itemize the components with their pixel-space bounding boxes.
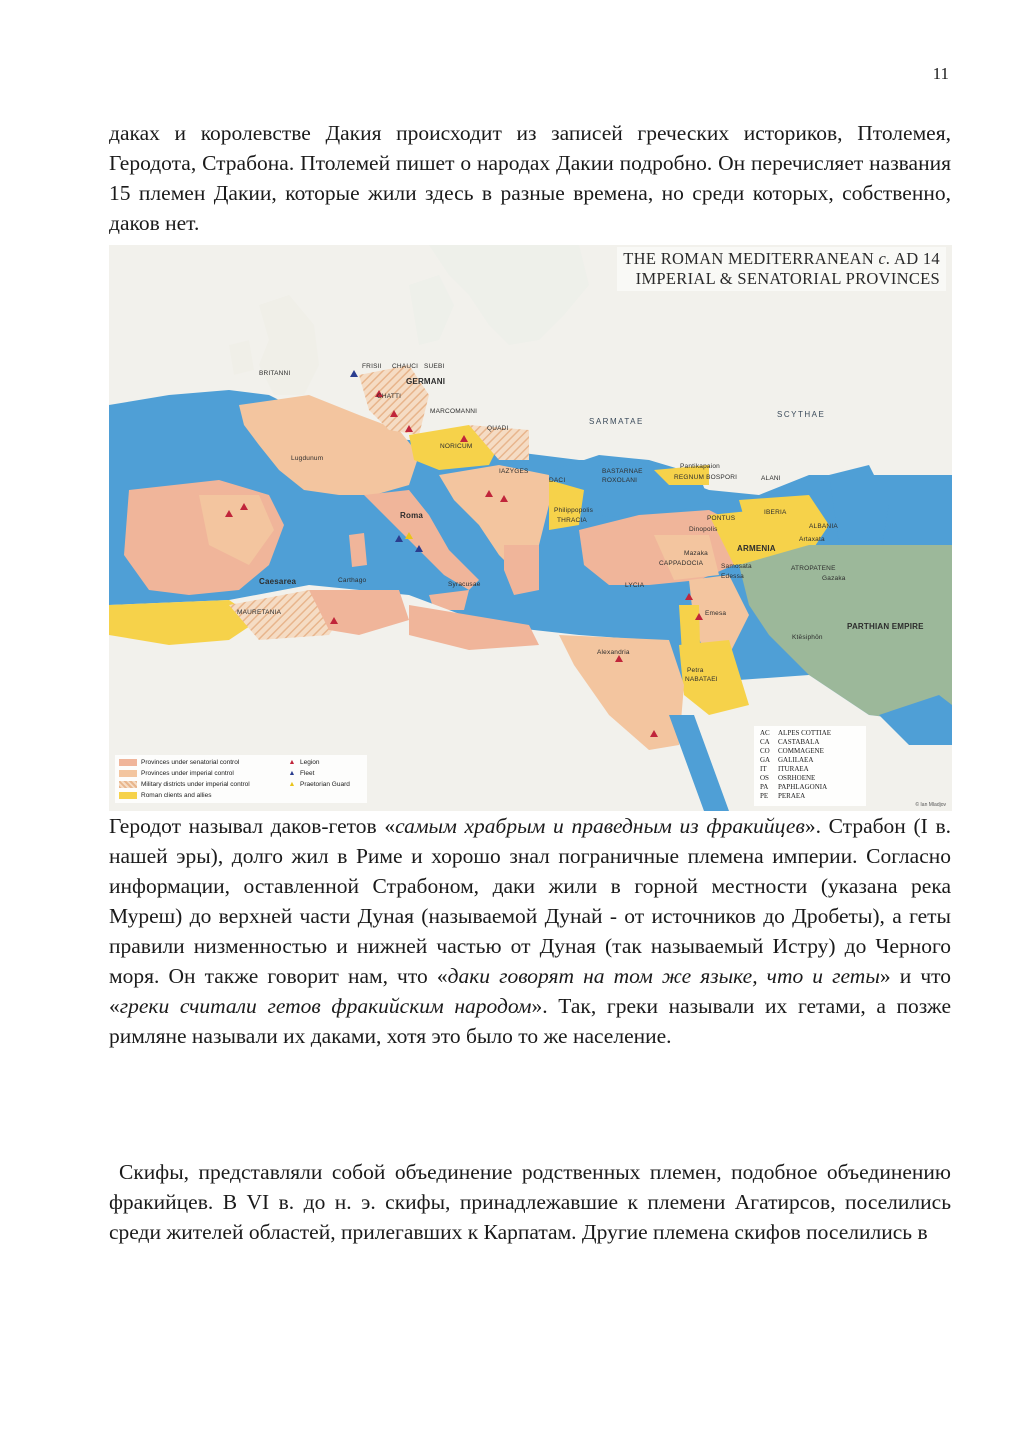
abbr-value: COMMAGENE xyxy=(778,747,824,755)
map-label-frisii: FRISII xyxy=(362,363,382,370)
map-label-samosata: Samosata xyxy=(721,563,752,570)
paragraph-2: Геродот называл даков-гетов «самым храбрым и праведным из фракийцев». Страбон (I в. нашей эры), долго жил в Риме и хорошо знал пограничные племена империи. Согласно информации, оставленной Страбоном, даки жили в горной местности (указана река Муреш) до верхней части Дуная (называемой Дунай - от источников до Дробеты), а геты правили низменностью и нижней частью от Дуная (так называемый Истру) до Черного моря. Он также говорит нам, что «даки говорят на том же языке, что и геты» и что «греки считали гетов фракийским народом». Так, греки называли их гетами, а позже римляне называли их даками, хотя это было то же население. xyxy=(109,814,951,1048)
map-credit: © Ian Mladjov xyxy=(915,802,946,808)
legend-label: Fleet xyxy=(300,770,315,777)
legend-swatch xyxy=(119,759,137,766)
legend-label: Provinces under senatorial control xyxy=(141,759,240,766)
map-label-marcomanni: MARCOMANNI xyxy=(430,408,478,415)
map-label-edessa: Edessa xyxy=(721,573,744,580)
legion-icon: ▲ xyxy=(288,759,296,766)
abbr-key: OS xyxy=(760,774,769,782)
legend-swatch xyxy=(119,781,137,788)
legend-swatch xyxy=(119,792,137,799)
map-label-noricum: NORICUM xyxy=(440,443,473,450)
map-label-atropatene: ATROPATENE xyxy=(791,565,836,572)
map-label-quadi: QUADI xyxy=(487,425,509,432)
abbr-value: GALILAEA xyxy=(778,756,814,764)
map-label-albania: ALBANIA xyxy=(809,523,838,530)
legend-label: Provinces under imperial control xyxy=(141,770,234,777)
map-label-bastarnae: BASTARNAE xyxy=(602,468,643,475)
map-label-iazyges: IAZYGES xyxy=(499,468,529,475)
map-label-pantikapaion: Pantikapaion xyxy=(680,463,720,470)
abbr-value: OSRHOENE xyxy=(778,774,816,782)
map-label-emesa: Emesa xyxy=(705,610,727,617)
map-label-alani: ALANI xyxy=(761,475,781,482)
map-label-ktesiphon: Ktēsiphōn xyxy=(792,634,823,641)
abbr-value: CASTABALA xyxy=(778,738,820,746)
fleet-icon: ▲ xyxy=(288,770,296,777)
map-title: THE ROMAN MEDITERRANEAN c. AD 14 IMPERIAL & SENATORIAL PROVINCES xyxy=(617,247,946,291)
abbr-key: AC xyxy=(760,729,770,737)
map-label-parthian-empire: PARTHIAN EMPIRE xyxy=(847,622,924,631)
legend-label: Military districts under imperial control xyxy=(141,781,250,788)
abbr-key: CO xyxy=(760,747,770,755)
map-label-carthago: Carthago xyxy=(338,577,367,584)
map-label-caesarea: Caesarea xyxy=(259,577,297,586)
legend-military xyxy=(119,780,250,789)
map-legend xyxy=(115,755,367,803)
map-label-artaxata: Artaxata xyxy=(799,536,825,543)
map-label-roxolani: ROXOLANI xyxy=(602,477,638,484)
map-label-cappadocia: CAPPADOCIA xyxy=(659,560,704,567)
legend-swatch xyxy=(119,770,137,777)
map-label-regnum-bospori: REGNUM BOSPORI xyxy=(674,474,738,481)
map-label-lycia: LYCIA xyxy=(625,582,645,589)
map-label-scythae: SCYTHAE xyxy=(777,410,826,419)
map-label-armenia: ARMENIA xyxy=(737,544,776,553)
map-label-nabataei: NABATAEI xyxy=(685,676,718,683)
map-label-dinopolis: Dinopolis xyxy=(689,526,718,533)
map-label-alexandria: Alexandria xyxy=(597,649,630,656)
legend-fleet xyxy=(287,769,314,778)
map-label-britanni: BRITANNI xyxy=(259,370,291,377)
map-label-chatti: CHATTI xyxy=(377,393,402,400)
legend-label: Praetorian Guard xyxy=(300,781,350,788)
map-label-mazaka: Mazaka xyxy=(684,550,708,557)
abbr-value: ITURAEA xyxy=(778,765,809,773)
map-label-roma: Roma xyxy=(400,511,424,520)
legend-label: Legion xyxy=(300,759,320,766)
abbr-key: CA xyxy=(760,738,770,746)
abbr-value: PERAEA xyxy=(778,792,806,800)
map-label-thracia: THRACIA xyxy=(557,517,587,524)
roman-mediterranean-map xyxy=(109,245,952,811)
legend-senatorial xyxy=(119,758,239,767)
abbr-key: PA xyxy=(760,783,769,791)
abbr-key: IT xyxy=(760,765,767,773)
paragraph-3: Скифы, представляли собой объединение родственных племен, подобное объединению фракийцев. В VI в. до н. э. скифы, принадлежавшие к племени Агатирсов, поселились среди жителей областей, прилегавших к Карпатам. Другие племена скифов поселились в xyxy=(109,1160,951,1244)
map-abbreviations xyxy=(754,726,866,806)
legend-clients xyxy=(119,791,211,800)
map-label-syracusae: Syracusae xyxy=(448,581,481,588)
map-label-chauci: CHAUCI xyxy=(392,363,419,370)
praetorian-guard-icon: ▲ xyxy=(288,781,296,788)
legend-guard xyxy=(287,780,350,789)
map-label-pontus: PONTUS xyxy=(707,515,736,522)
abbr-key: PE xyxy=(760,792,769,800)
map-label-iberia: IBERIA xyxy=(764,509,787,516)
map-label-sarmatae: SARMATAE xyxy=(589,417,644,426)
legend-label: Roman clients and allies xyxy=(141,792,212,799)
map-label-petra: Petra xyxy=(687,667,704,674)
map-label-suebi: SUEBI xyxy=(424,363,445,370)
abbr-key: GA xyxy=(760,756,771,764)
page-number: 11 xyxy=(932,64,949,83)
map-label-daci: DACI xyxy=(549,477,566,484)
abbr-value: PAPHLAGONIA xyxy=(778,783,828,791)
legend-imperial xyxy=(119,769,234,778)
legend-legion xyxy=(287,758,320,767)
abbr-value: ALPES COTTIAE xyxy=(778,729,832,737)
map-label-gazaka: Gazaka xyxy=(822,575,846,582)
map-label-germani: GERMANI xyxy=(406,377,446,386)
map-label-philippopolis: Philippopolis xyxy=(554,507,594,514)
paragraph-1: даках и королевстве Дакия происходит из записей греческих историков, Птолемея, Геродота, Страбона. Птолемей пишет о народах Дакии подробно. Он перечисляет названия 15 племен Дакии, которые жили здесь в разные времена, но среди которых, собственно, даков нет. xyxy=(109,121,951,235)
map-label-mauretania: MAURETANIA xyxy=(237,609,282,616)
map-label-lugdunum: Lugdunum xyxy=(291,455,324,462)
